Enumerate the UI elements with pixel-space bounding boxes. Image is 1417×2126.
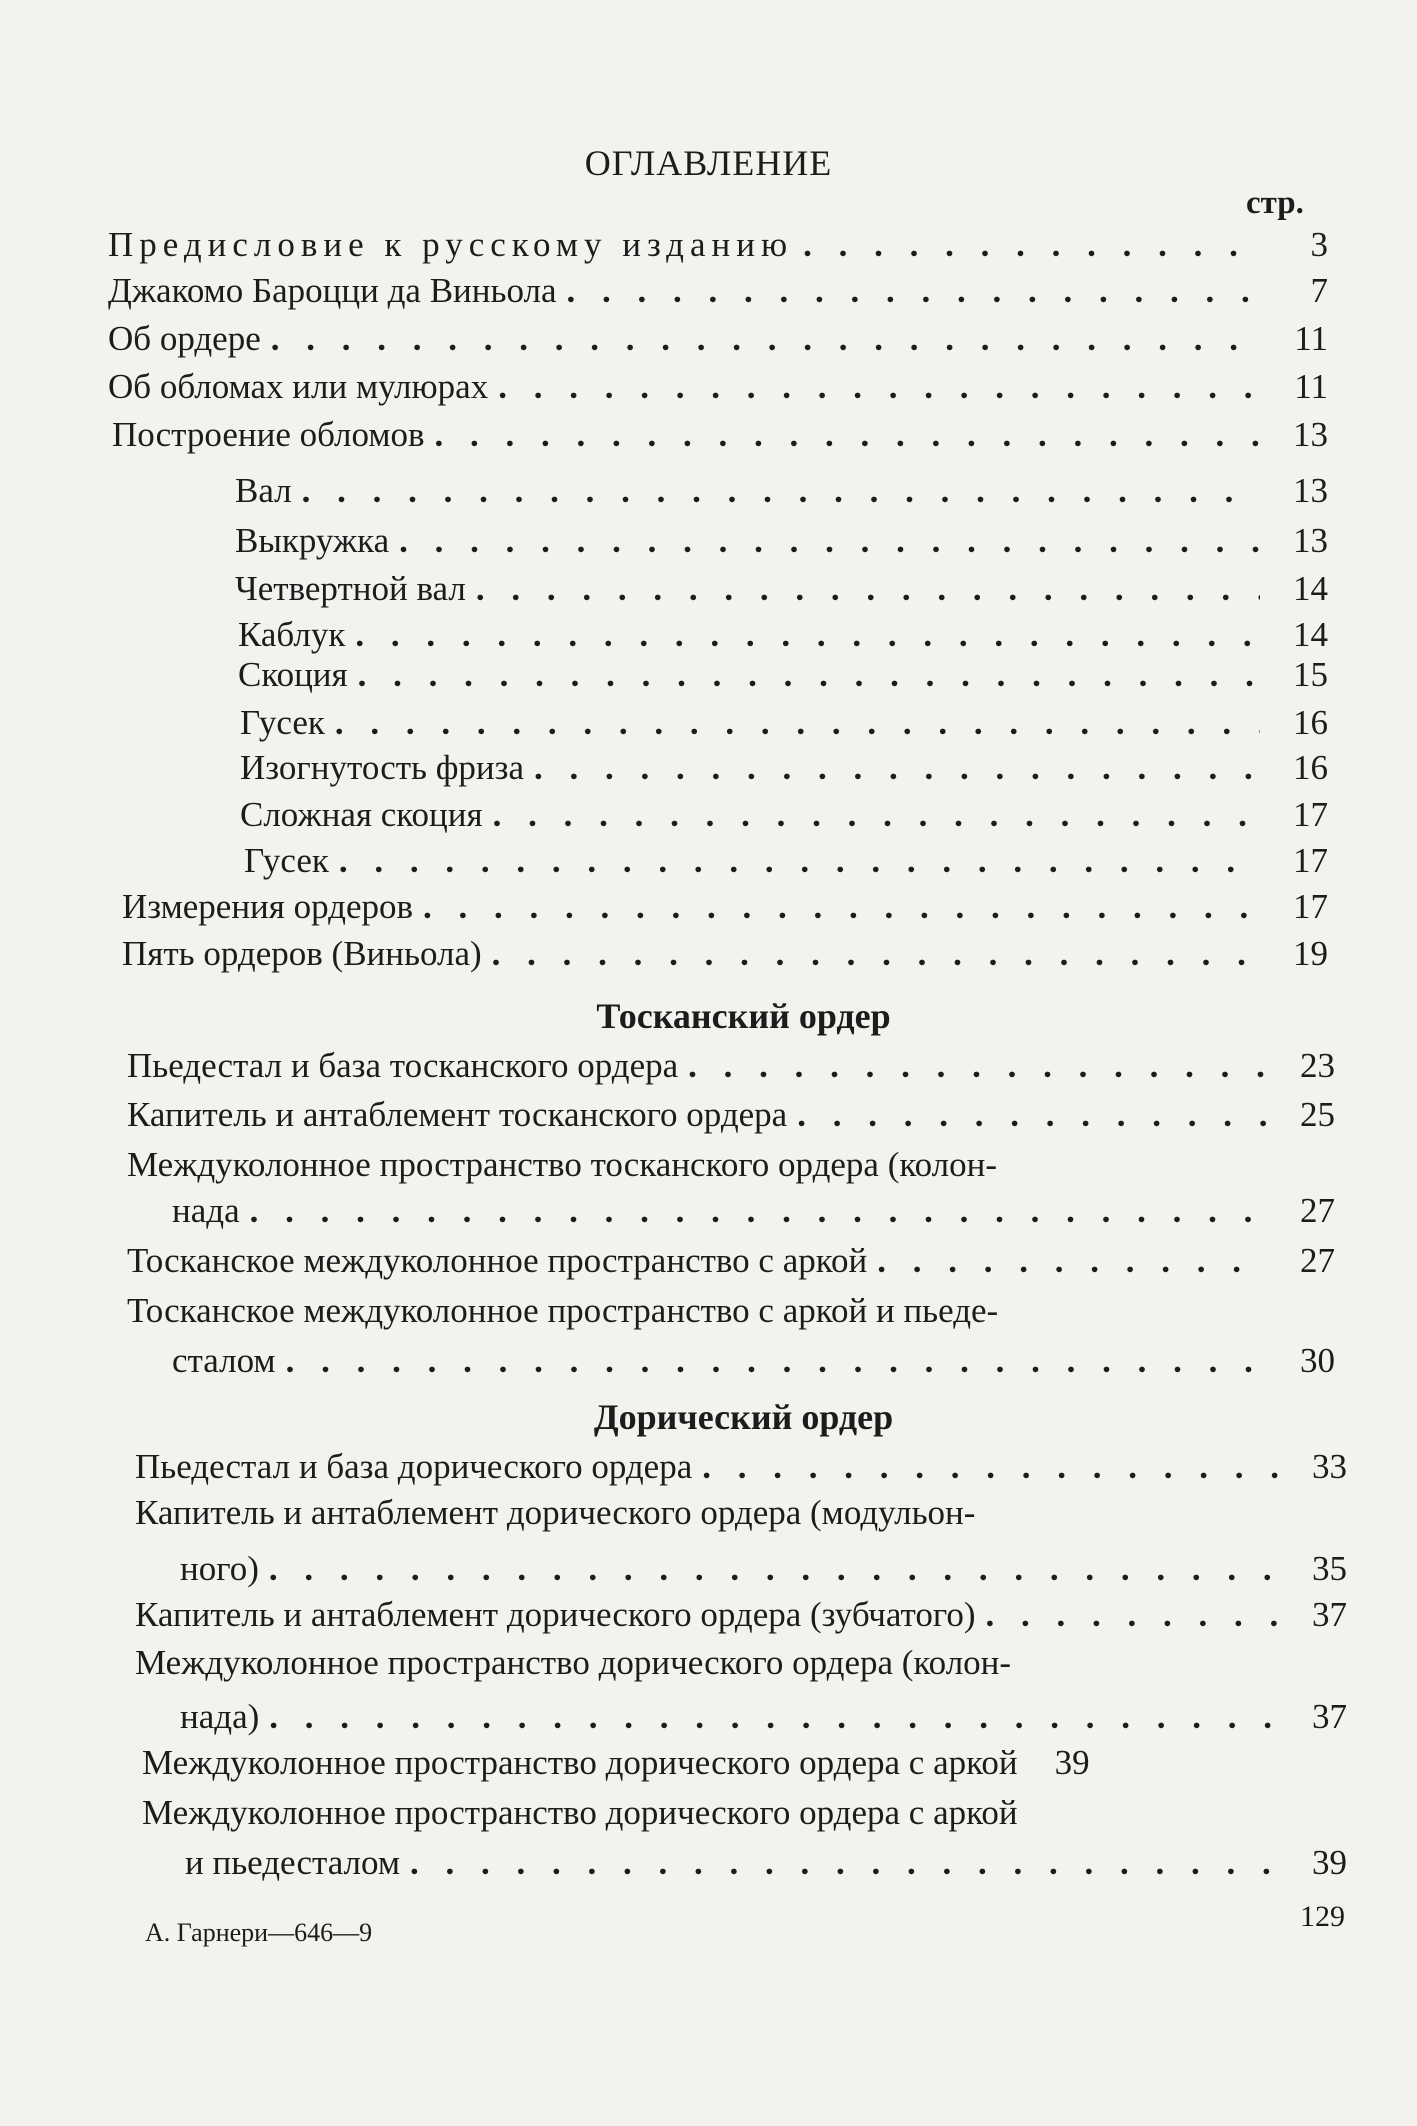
toc-entry-label: Скоция [238, 655, 348, 694]
leader-dots [498, 364, 1260, 410]
toc-entry-page: 14 [1293, 569, 1328, 608]
toc-entry-page: 13 [1293, 471, 1328, 510]
leader-dots [302, 468, 1260, 514]
leader-dots [271, 316, 1260, 362]
toc-entry-label: Гусек [240, 703, 325, 742]
toc-entry-label: сталом [172, 1341, 276, 1380]
toc-subentry [235, 468, 1328, 514]
leader-dots [339, 838, 1260, 884]
toc-entry [135, 1592, 1347, 1638]
toc-subentry [240, 700, 1328, 746]
toc-entry [122, 931, 1328, 977]
leader-dots [423, 884, 1260, 930]
toc-entry [172, 1188, 1335, 1234]
toc-entry-label: Пьедестал и база дорического ордера [135, 1447, 693, 1486]
toc-entry-page: 15 [1293, 655, 1328, 694]
toc-entry-label: Построение обломов [112, 415, 425, 454]
toc-entry-label: Гусек [244, 841, 329, 880]
toc-entry-page: 7 [1310, 271, 1328, 310]
toc-entry-page: 14 [1293, 615, 1328, 654]
toc-entry [122, 884, 1328, 930]
toc-entry-page: 16 [1293, 748, 1328, 787]
toc-entry [185, 1840, 1347, 1886]
toc-entry-page: 27 [1300, 1241, 1335, 1280]
toc-entry-label: Пьедестал и база тосканского ордера [127, 1046, 679, 1085]
toc-entry [108, 364, 1328, 410]
toc-entry-label: и пьедесталом [185, 1843, 401, 1882]
toc-entry-page: 3 [1310, 225, 1328, 264]
toc-entry-page: 11 [1294, 367, 1328, 406]
leader-dots [476, 566, 1260, 612]
toc-entry-page: 11 [1294, 319, 1328, 358]
toc-subentry [240, 745, 1328, 791]
toc-entry [127, 1238, 1335, 1284]
toc-entry-label: ного) [180, 1549, 259, 1588]
toc-entry-label: Джакомо Бароцци да Виньола [108, 271, 557, 310]
toc-entry [127, 1092, 1335, 1138]
toc-entry-page: 16 [1293, 703, 1328, 742]
leader-dots [435, 412, 1260, 458]
leader-dots [803, 222, 1260, 268]
toc-entry-page: 17 [1293, 841, 1328, 880]
toc-entry-page: 23 [1300, 1046, 1335, 1085]
toc-entry-label: Пять ордеров (Виньола) [122, 934, 482, 973]
toc-entry-label: Четвертной вал [235, 569, 466, 608]
toc-entry-page: 37 [1312, 1697, 1347, 1736]
toc-entry [108, 268, 1328, 314]
leader-dots [250, 1188, 1267, 1234]
toc-entry-page: 39 [1312, 1843, 1347, 1882]
toc-subentry [240, 792, 1328, 838]
toc-entry-label: Каблук [238, 615, 346, 654]
toc-subentry [235, 566, 1328, 612]
leader-dots [335, 700, 1260, 746]
toc-entry [180, 1694, 1347, 1740]
page-title: ОГЛАВЛЕНИЕ [584, 143, 833, 183]
toc-entry [135, 1444, 1347, 1490]
toc-entry-label: Об ордере [108, 319, 261, 358]
toc-entry-page: 17 [1293, 887, 1328, 926]
leader-dots [702, 1444, 1279, 1490]
toc-entry-page: 25 [1300, 1095, 1335, 1134]
toc-entry-page: 27 [1300, 1191, 1335, 1230]
leader-dots [399, 518, 1260, 564]
toc-entry [108, 316, 1328, 362]
toc-entry-label: Тосканское междуколонное пространство с аркой [127, 1241, 868, 1280]
toc-entry-label: Измерения ордеров [122, 887, 414, 926]
toc-entry-label: Об обломах или мулюрах [108, 367, 489, 406]
leader-dots [286, 1338, 1267, 1384]
toc-entry-page: 19 [1293, 934, 1328, 973]
leader-dots [410, 1840, 1279, 1886]
toc-entry-label: Сложная скоция [240, 795, 483, 834]
leader-dots [797, 1092, 1267, 1138]
toc-subentry [244, 838, 1328, 884]
leader-dots [269, 1694, 1279, 1740]
leader-dots [877, 1238, 1267, 1284]
toc-entry-label: Капитель и антаблемент тосканского ордера [127, 1095, 788, 1134]
toc-entry [180, 1546, 1347, 1592]
toc-entry-page: 37 [1312, 1595, 1347, 1634]
toc-entry-label-line1: Междуколонное пространство тосканского ордера (колон- [127, 1145, 997, 1184]
toc-entry [172, 1338, 1335, 1384]
toc-entry-label: Капитель и антаблемент дорического ордера (зубчатого) [135, 1595, 976, 1634]
toc-entry-label-line1: Тосканское междуколонное пространство с аркой и пьеде- [127, 1291, 999, 1330]
toc-entry-page: 30 [1300, 1341, 1335, 1380]
toc-entry-label-line1: Капитель и антаблемент дорического ордера (модульон- [135, 1493, 976, 1532]
toc-entry-label-line1: Междуколонное пространство дорического ордера с аркой [142, 1793, 1018, 1832]
leader-dots [688, 1043, 1267, 1089]
printer-signature: А. Гарнери—646—9 [145, 1918, 373, 1947]
toc-entry-label: Выкружка [235, 521, 390, 560]
toc-subentry [238, 652, 1328, 698]
toc-subentry [235, 518, 1328, 564]
toc-entry-label: Изогнутость фриза [240, 748, 524, 787]
toc-entry-label: Предисловие к русскому изданию [108, 225, 794, 264]
toc-entry [142, 1740, 1347, 1786]
leader-dots [358, 652, 1260, 698]
toc-entry-page: 35 [1312, 1549, 1347, 1588]
leader-dots [986, 1592, 1280, 1638]
toc-entry-label: Вал [235, 471, 292, 510]
toc-entry-page: 39 [1054, 1743, 1090, 1782]
toc-entry [127, 1043, 1335, 1089]
toc-entry-label: нада [172, 1191, 240, 1230]
toc-entry [112, 412, 1328, 458]
toc-entry-label: нада) [180, 1697, 260, 1736]
toc-entry-page: 13 [1293, 521, 1328, 560]
section-heading-doric: Дорический ордер [593, 1397, 894, 1437]
toc-entry-page: 17 [1293, 795, 1328, 834]
section-heading-tuscan: Тосканский ордер [596, 996, 891, 1036]
leader-dots [534, 745, 1260, 791]
leader-dots [492, 931, 1260, 977]
toc-entry-page: 33 [1312, 1447, 1347, 1486]
page-column-header: стр. [1246, 185, 1304, 221]
leader-dots [493, 792, 1260, 838]
toc-entry-page: 13 [1293, 415, 1328, 454]
leader-dots [269, 1546, 1279, 1592]
toc-entry [108, 222, 1328, 268]
toc-entry-label-line1: Междуколонное пространство дорического ордера (колон- [135, 1643, 1012, 1682]
leader-dots [567, 268, 1260, 314]
page-number: 129 [1300, 1900, 1345, 1933]
toc-entry-label: Междуколонное пространство дорического ордера с аркой [142, 1743, 1018, 1782]
